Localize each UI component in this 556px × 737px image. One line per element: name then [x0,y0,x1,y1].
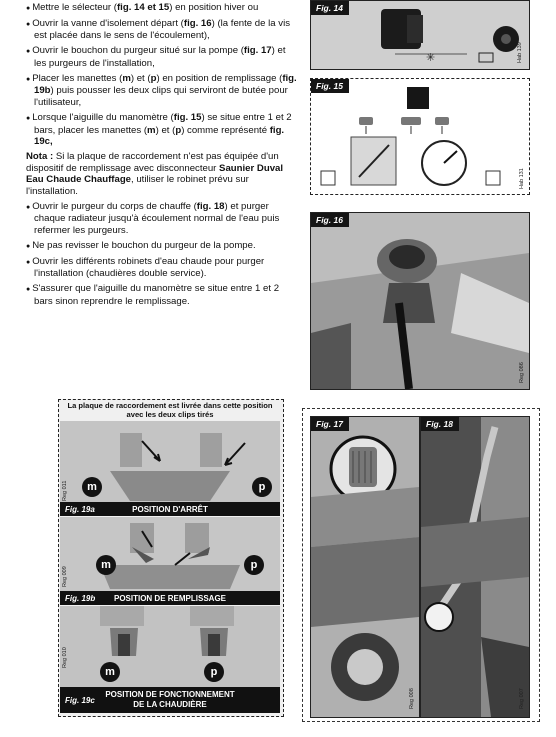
emphasis-text: m [147,124,156,136]
body-text: ) en position de remplissage ( [156,72,283,84]
bullet-icon: ● [26,258,33,266]
body-text: Ouvrir la vanne d'isolement départ ( [32,17,184,29]
instruction-item [26,45,298,69]
figure-19a [60,421,280,516]
fig-19a-caption: POSITION D'ARRÊT [132,505,208,514]
svg-text:✳: ✳ [426,51,436,64]
heat-exchanger-bleed-screw-photo [421,417,529,717]
fig-19a-caption-bar [60,502,280,516]
instruction-list [26,2,298,311]
instruction-item [26,256,298,280]
figure-18 [420,416,530,718]
bullet-icon: ● [26,75,33,83]
bullet-icon: ● [26,114,33,122]
selector-and-pressure-gauge-drawing [311,79,529,194]
body-text: Ouvrir le bouchon du purgeur situé sur la pompe ( [32,45,244,57]
handle-m-marker: m [100,662,120,682]
fig-19a-ref: Reg 011 [62,480,68,501]
fig-15-ref: Hab 131 [519,168,525,189]
instruction-item [26,240,298,253]
emphasis-text: fig. 15 [173,111,202,123]
figure-15 [310,78,530,195]
isolation-valve-photo [311,213,529,389]
fig-16-ref: Reg 086 [519,362,525,383]
emphasis-text: Saunier Duval Eau Chaude Chauffage [26,162,284,186]
bullet-icon: ● [26,286,33,294]
fig-14-ref: Hab 139 [517,42,523,63]
handle-p-marker: p [252,477,272,497]
figure-14 [310,0,530,70]
emphasis-text: fig. 16 [183,17,212,29]
emphasis-text: Nota : [26,151,54,163]
body-text: ) et ( [130,72,151,84]
fig-18-label: Fig. 18 [421,417,459,431]
fig-19b-caption-bar [60,591,280,605]
body-text: Ouvrir le purgeur du corps de chauffe ( [32,200,197,212]
fig-19b-caption: POSITION DE REMPLISSAGE [113,594,226,603]
figure-17 [310,416,420,718]
instruction-item [26,112,298,148]
instruction-item [26,73,298,109]
body-text: S'assurer que l'aiguille du manomètre se situe entre 1 et 2 bars sinon reprendre le remplissage. [32,283,280,307]
fig-19c-caption-bar [60,687,280,713]
handle-m-marker: m [82,477,102,497]
body-text: ) et purger chaque radiateur jusqu'à écoulement normal de l'eau puis refermer les purgeurs. [34,200,280,236]
figure-19b [60,517,280,605]
fig-19b-label: Fig. 19b [65,594,96,603]
emphasis-text: fig. 18 [196,200,225,212]
instruction-item [26,2,298,15]
fig-17-ref: Reg 008 [409,688,415,709]
fig-19c-caption-line-2: DE LA CHAUDIÈRE [133,700,207,709]
body-text: ) puis pousser les deux clips qui serviront de butée pour l'utilisateur, [34,85,288,109]
fig-15-label: Fig. 15 [311,79,349,93]
emphasis-text: fig. 17 [243,45,272,57]
instruction-item [26,151,298,197]
fig-19-note: La plaque de raccordement est livrée dans cette position avec les deux clips tirés [67,401,273,419]
body-text: , utiliser le robinet prévu sur l'installation. [26,174,249,197]
bullet-icon: ● [26,242,33,250]
body-text: ) se situe entre 1 et 2 bars, placer les manettes ( [34,111,292,136]
bullet-icon: ● [26,20,33,28]
bullet-icon: ● [26,203,33,211]
body-text: Placer les manettes ( [32,72,123,84]
body-text: ) et les purgeurs de l'installation, [34,45,286,69]
instruction-item [26,18,298,42]
body-text: Ne pas revisser le bouchon du purgeur de la pompe. [32,239,256,251]
figure-19c [60,606,280,713]
body-text: Si la plaque de raccordement n'est pas équipée d'un dispositif de remplissage avec disconnecteur [26,151,279,174]
bullet-icon: ● [26,48,33,56]
pump-bleed-screw-photo [311,417,419,717]
fig-19b-ref: Reg 009 [62,566,68,587]
fig-14-label: Fig. 14 [311,1,349,15]
emphasis-text: m [122,72,131,84]
body-text: Mettre le sélecteur ( [32,2,117,13]
body-text: Ouvrir les différents robinets d'eau chaude pour purger l'installation (chaudières double service). [32,255,265,280]
fig-19c-ref: Reg 010 [62,647,68,668]
handle-p-marker: p [244,555,264,575]
fig-16-label: Fig. 16 [311,213,349,227]
fig-18-ref: Reg 007 [519,688,525,709]
fig-19c-label: Fig. 19c [65,696,95,705]
emphasis-text: fig. 19b [34,72,297,97]
emphasis-text: p [150,72,157,84]
handle-m-marker: m [96,555,116,575]
body-text: ) et ( [155,124,176,136]
instruction-item [26,283,298,307]
figure-16 [310,212,530,390]
emphasis-text: fig. 19c, [34,124,285,148]
body-text: ) (la fente de la vis est placée dans le sens de l'écoulement), [34,17,290,42]
fig-17-label: Fig. 17 [311,417,349,431]
body-text: ) comme représenté [181,124,270,136]
body-text: ) en position hiver ou [169,2,259,13]
emphasis-text: p [175,124,182,136]
fig-19a-label: Fig. 19a [65,505,95,514]
emphasis-text: fig. 14 et 15 [116,2,170,13]
bullet-icon: ● [26,5,33,12]
body-text: Lorsque l'aiguille du manomètre ( [32,111,174,123]
instruction-item [26,201,298,237]
fig-19c-caption-line-1: POSITION DE FONCTIONNEMENT [105,690,235,699]
handle-p-marker: p [204,662,224,682]
